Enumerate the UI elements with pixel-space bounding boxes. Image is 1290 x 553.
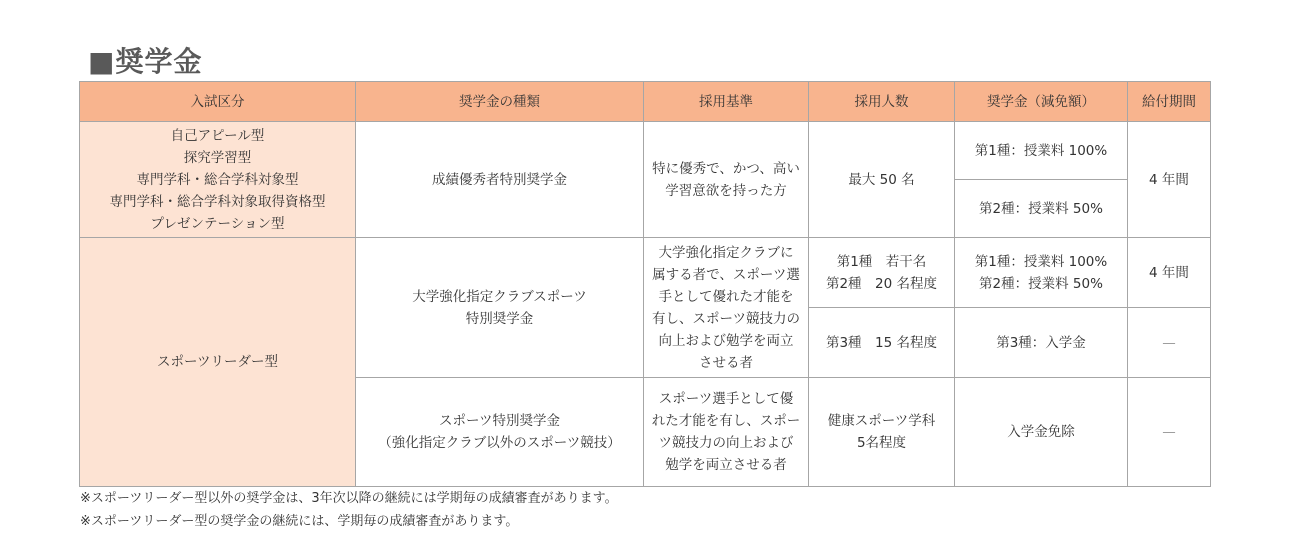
period-cell: — bbox=[1128, 378, 1211, 487]
header-cell: 奨学金の種類 bbox=[356, 82, 644, 122]
period-cell: 4 年間 bbox=[1128, 238, 1211, 308]
criteria-line: 大学強化指定クラブに bbox=[658, 244, 794, 261]
criteria-line: 属する者で、スポーツ選 bbox=[652, 266, 800, 283]
amount-cell bbox=[955, 238, 1128, 308]
period-cell: — bbox=[1128, 308, 1211, 378]
table-row bbox=[80, 238, 1211, 308]
category-cell-merit bbox=[80, 122, 356, 238]
header-cell: 給付期間 bbox=[1128, 82, 1211, 122]
footnote: ※スポーツリーダー型以外の奨学金は、3年次以降の継続には学期毎の成績審査があります。 bbox=[80, 491, 618, 506]
criteria-line: 有し、スポーツ競技力の bbox=[652, 310, 800, 327]
scholarship-table bbox=[79, 81, 1211, 487]
amount-line: 第2種：授業料 50% bbox=[979, 275, 1103, 292]
criteria-cell bbox=[644, 238, 809, 378]
criteria-line: れた才能を有し、スポー bbox=[651, 413, 801, 429]
criteria-line: 勉学を両立させる者 bbox=[665, 457, 787, 473]
amount-cell: 入学金免除 bbox=[955, 378, 1128, 487]
category-cell-sports: スポーツリーダー型 bbox=[80, 238, 356, 487]
quota-line: 第1種 若干名 bbox=[836, 253, 927, 270]
table-row bbox=[80, 122, 1211, 180]
type-line: 大学強化指定クラブスポーツ bbox=[412, 288, 587, 305]
category-line: 探究学習型 bbox=[183, 149, 252, 166]
amount-cell: 第1種：授業料 100% bbox=[955, 122, 1128, 180]
criteria-line: ツ競技力の向上および bbox=[658, 435, 794, 451]
table-header-row bbox=[80, 82, 1211, 122]
quota-line: 5名程度 bbox=[856, 435, 907, 451]
category-line: プレゼンテーション型 bbox=[150, 215, 285, 232]
criteria-line: スポーツ選手として優 bbox=[658, 391, 794, 407]
criteria-cell bbox=[644, 122, 809, 238]
criteria-line: させる者 bbox=[699, 354, 753, 371]
amount-cell: 第3種：入学金 bbox=[955, 308, 1128, 378]
type-line: （強化指定クラブ以外のスポーツ競技） bbox=[378, 435, 621, 451]
footnote: ※スポーツリーダー型の奨学金の継続には、学期毎の成績審査があります。 bbox=[80, 514, 519, 529]
scholarship-type-cell bbox=[356, 238, 644, 378]
type-line: 特別奨学金 bbox=[465, 310, 534, 327]
amount-cell: 第2種：授業料 50% bbox=[955, 180, 1128, 238]
category-line: 専門学科・総合学科対象型 bbox=[136, 171, 299, 188]
criteria-line: 手として優れた才能を bbox=[658, 288, 794, 305]
criteria-line: 向上および勉学を両立 bbox=[658, 332, 794, 349]
criteria-cell bbox=[644, 378, 809, 487]
type-line: スポーツ特別奨学金 bbox=[439, 413, 560, 429]
scholarship-type-cell: 成績優秀者特別奨学金 bbox=[356, 122, 644, 238]
amount-line: 第1種：授業料 100% bbox=[974, 253, 1108, 270]
period-cell: 4 年間 bbox=[1128, 122, 1211, 238]
quota-cell: 第3種 15 名程度 bbox=[809, 308, 955, 378]
header-cell: 入試区分 bbox=[80, 82, 356, 122]
category-line: 自己アピール型 bbox=[170, 127, 265, 144]
header-cell: 採用人数 bbox=[809, 82, 955, 122]
quota-line: 第2種 20 名程度 bbox=[825, 275, 938, 292]
quota-cell: 最大 50 名 bbox=[809, 122, 955, 238]
scholarship-type-cell bbox=[356, 378, 644, 487]
header-cell: 奨学金（減免額） bbox=[955, 82, 1128, 122]
section-title: ■奨学金 bbox=[88, 45, 203, 78]
criteria-line: 特に優秀で、かつ、高い bbox=[652, 160, 800, 177]
header-cell: 採用基準 bbox=[644, 82, 809, 122]
category-line: 専門学科・総合学科対象取得資格型 bbox=[109, 193, 326, 210]
quota-line: 健康スポーツ学科 bbox=[827, 413, 936, 429]
criteria-line: 学習意欲を持った方 bbox=[665, 182, 787, 199]
quota-cell bbox=[809, 238, 955, 308]
quota-cell bbox=[809, 378, 955, 487]
